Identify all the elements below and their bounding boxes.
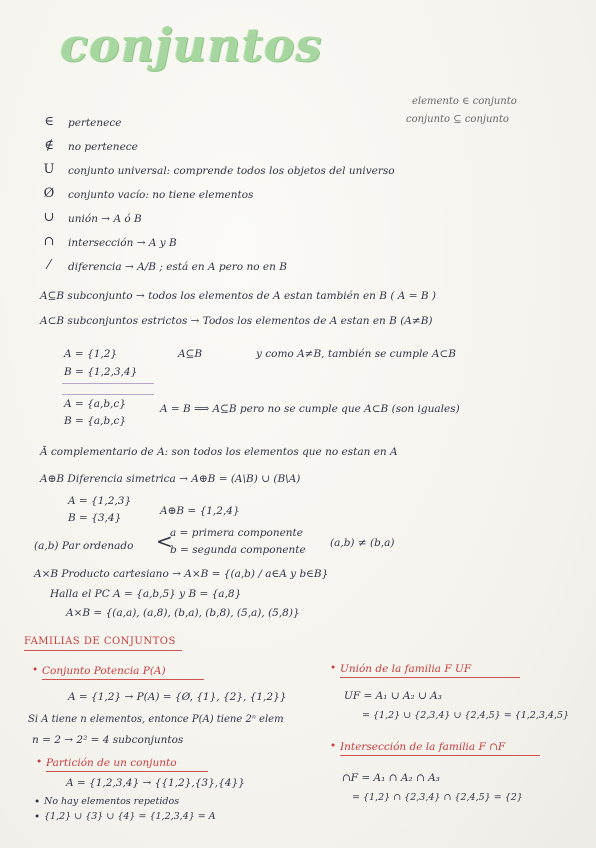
power-set-example-2: n = 2 → 2² = 4 subconjuntos — [32, 734, 184, 746]
partition-note: No hay elementos repetidos — [44, 796, 180, 807]
symmetric-difference-definition: A⊕B Diferencia simetrica → A⊕B = (A\B) ∪ (B\A) — [40, 473, 301, 485]
example-set-b: B = {a,b,c} — [64, 415, 127, 427]
cartesian-product-definition: A×B Producto cartesiano → A×B = {(a,b) / a∈A y b∈B} — [34, 568, 329, 580]
families-heading: FAMILIAS DE CONJUNTOS — [24, 636, 176, 647]
example-set-a: A = {a,b,c} — [64, 398, 126, 410]
example-note: y como A≠B, también se cumple A⊂B — [256, 348, 456, 360]
family-union-example: = {1,2} ∪ {2,3,4} ∪ {2,4,5} = {1,2,3,4,5} — [362, 710, 570, 721]
power-set-title: Conjunto Potencia P(A) — [42, 665, 166, 677]
complement-definition: Ā complementario de A: son todos los elementos que no estan en A — [40, 446, 398, 458]
side-note-element: elemento ∈ conjunto — [412, 96, 517, 107]
title-underline — [340, 677, 520, 678]
bullet-icon: • — [32, 664, 39, 676]
symbol-description: conjunto vacío: no tiene elementos — [68, 189, 254, 201]
ordered-pair-first: a = primera componente — [170, 527, 303, 539]
heading-underline — [24, 650, 182, 651]
family-intersection-formula: ∩F = A₁ ∩ A₂ ∩ A₃ — [342, 772, 440, 784]
power-set-rule: Si A tiene n elementos, entonce P(A) tiene 2ⁿ elem — [28, 714, 284, 725]
cartesian-product-task: Halla el PC A = {a,b,5} y B = {a,8} — [50, 588, 242, 600]
bullet-icon: • — [330, 740, 337, 752]
symbol: ⁄ — [47, 258, 51, 273]
bullet-icon: • — [34, 796, 41, 808]
symbol-description: pertenece — [68, 117, 122, 129]
squiggle-underline — [62, 394, 154, 395]
family-union-title: Unión de la familia F UF — [340, 663, 472, 675]
symbol: ∩ — [43, 234, 55, 249]
title-underline — [46, 771, 208, 772]
symbol-description: intersección → A y B — [68, 237, 177, 249]
cartesian-product-result: A×B = {(a,a), (a,8), (b,a), (b,8), (5,a), (5,8)} — [66, 607, 300, 619]
symbol-description: conjunto universal: comprende todos los objetos del universo — [68, 165, 395, 177]
bullet-icon: • — [330, 662, 337, 674]
symbol-description: unión → A ó B — [68, 213, 142, 225]
partition-example-2: {1,2} ∪ {3} ∪ {4} = {1,2,3,4} = A — [44, 811, 216, 822]
example-note: A = B ⟹ A⊆B pero no se cumple que A⊂B (son iguales) — [160, 403, 460, 415]
bullet-icon: • — [34, 811, 41, 823]
partition-title: Partición de un conjunto — [46, 757, 177, 769]
bullet-icon: • — [36, 756, 43, 768]
example-set-b: B = {3,4} — [68, 512, 122, 524]
family-intersection-example: = {1,2} ∩ {2,3,4} ∩ {2,4,5} = {2} — [352, 792, 523, 803]
strict-subset-definition: A⊂B subconjuntos estrictos → Todos los elementos de A estan en B (A≠B) — [40, 315, 433, 327]
symbol: ∉ — [44, 138, 54, 153]
ordered-pair-inequality: (a,b) ≠ (b,a) — [330, 537, 395, 549]
example-set-a: A = {1,2,3} — [68, 495, 132, 507]
symbol-description: diferencia → A/B ; está en A pero no en B — [68, 261, 287, 273]
page-title: conjuntos — [60, 18, 323, 72]
example-set-a: A = {1,2} — [64, 348, 118, 360]
example-set-b: B = {1,2,3,4} — [64, 366, 138, 378]
ordered-pair-label: (a,b) Par ordenado — [34, 540, 134, 552]
symbol: Ø — [43, 186, 55, 201]
symmetric-difference-result: A⊕B = {1,2,4} — [160, 505, 240, 517]
side-note-subset: conjunto ⊆ conjunto — [406, 114, 509, 125]
partition-example: A = {1,2,3,4} → {{1,2},{3},{4}} — [66, 777, 245, 789]
symbol: ∈ — [44, 114, 54, 129]
title-underline — [340, 755, 540, 756]
power-set-example: A = {1,2} → P(A) = {Ø, {1}, {2}, {1,2}} — [68, 691, 287, 703]
family-union-formula: UF = A₁ ∪ A₂ ∪ A₃ — [344, 690, 442, 702]
ordered-pair-second: b = segunda componente — [170, 544, 306, 556]
squiggle-underline — [62, 383, 154, 384]
symbol: ∪ — [43, 210, 55, 225]
example-relation: A⊆B — [178, 348, 203, 360]
brace-icon: < — [156, 529, 173, 553]
symbol-description: no pertenece — [68, 141, 138, 153]
subset-definition: A⊆B subconjunto → todos los elementos de A estan también en B ( A = B ) — [40, 290, 436, 302]
family-intersection-title: Intersección de la familia F ∩F — [340, 741, 506, 753]
title-underline — [42, 679, 204, 680]
symbol: U — [43, 162, 55, 177]
